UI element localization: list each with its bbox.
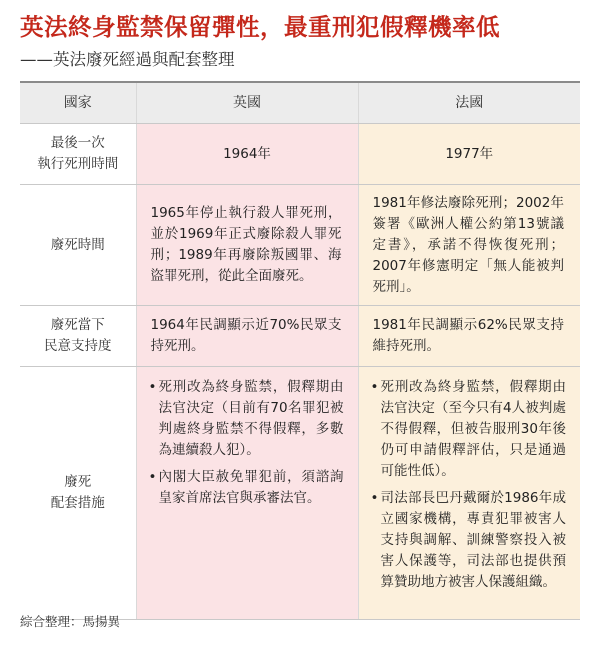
- bullet-icon: •: [148, 379, 157, 395]
- table-row: [20, 367, 580, 620]
- france-cell: [358, 367, 580, 620]
- france-cell: 1977年: [358, 124, 580, 185]
- comparison-table: [20, 81, 580, 620]
- header-uk: 英國: [136, 82, 358, 124]
- row-label-line: 執行死刑時間: [37, 156, 119, 172]
- list-item-text: 死刑改為終身監禁，假釋期由法官決定（至今只有4人被判處不得假釋，但被告服刑30年後仍可申請假釋評估，只是通過可能性低）。: [380, 379, 566, 479]
- row-label: [20, 306, 136, 367]
- page-subtitle: ——英法廢死經過與配套整理: [20, 50, 235, 69]
- row-label: [20, 185, 136, 306]
- row-label-line: 廢死: [64, 474, 92, 490]
- uk-cell: 1964年: [136, 124, 358, 185]
- table-row: [20, 306, 580, 367]
- france-text: 1981年修法廢除死刑；2002年簽署《歐洲人權公約第13號議定書》，承諾不得恢復死刑；2007年修憲明定「無人能被判死刑」。: [372, 194, 564, 295]
- bullet-icon: •: [148, 469, 157, 485]
- uk-cell: [136, 185, 358, 306]
- france-cell: [358, 306, 580, 367]
- list-item-text: 死刑改為終身監禁，假釋期由法官決定（目前有70名罪犯被判處終身監禁不得假釋，多數為連續殺人犯）。: [158, 379, 344, 458]
- row-label: [20, 367, 136, 620]
- row-label: [20, 124, 136, 185]
- list-item-text: 司法部長巴丹戴爾於1986年成立國家機構，專責犯罪被害人支持與調解、訓練警察投入被害人保護等，司法部也提供預算贊助地方被害人保護組織。: [380, 490, 566, 590]
- list-item: [371, 377, 567, 482]
- bullet-icon: •: [370, 490, 379, 506]
- header-france: 法國: [358, 82, 580, 124]
- source-credit: 綜合整理：馬揚異: [20, 614, 121, 629]
- list-item-text: 內閣大臣赦免罪犯前，須諮詢皇家首席法官與承審法官。: [158, 469, 344, 506]
- header-country: 國家: [20, 82, 136, 124]
- list-item: [371, 488, 567, 593]
- uk-measures-list: [137, 377, 358, 509]
- row-label-line: 廢死當下: [50, 317, 105, 333]
- france-text: 1981年民調顯示62%民眾支持維持死刑。: [372, 317, 564, 354]
- row-label-line: 廢死時間: [50, 236, 105, 253]
- row-label-line: 配套措施: [50, 495, 105, 511]
- list-item: [149, 377, 344, 461]
- uk-text: 1965年停止執行殺人罪死刑，並於1969年正式廢除殺人罪死刑；1989年再廢除叛國罪、海盜罪死刑，從此全面廢死。: [150, 205, 342, 284]
- table-header-row: [20, 82, 580, 124]
- bullet-icon: •: [370, 379, 379, 395]
- row-label-line: 最後一次: [50, 135, 105, 151]
- page-title: 英法終身監禁保留彈性，最重刑犯假釋機率低: [20, 13, 500, 41]
- france-cell: [358, 185, 580, 306]
- row-label-line: 民意支持度: [44, 338, 112, 354]
- uk-cell: [136, 367, 358, 620]
- france-measures-list: [359, 377, 581, 593]
- table-row: [20, 185, 580, 306]
- uk-cell: [136, 306, 358, 367]
- uk-text: 1964年民調顯示近70%民眾支持死刑。: [150, 317, 342, 354]
- list-item: [149, 467, 344, 509]
- table-row: [20, 124, 580, 185]
